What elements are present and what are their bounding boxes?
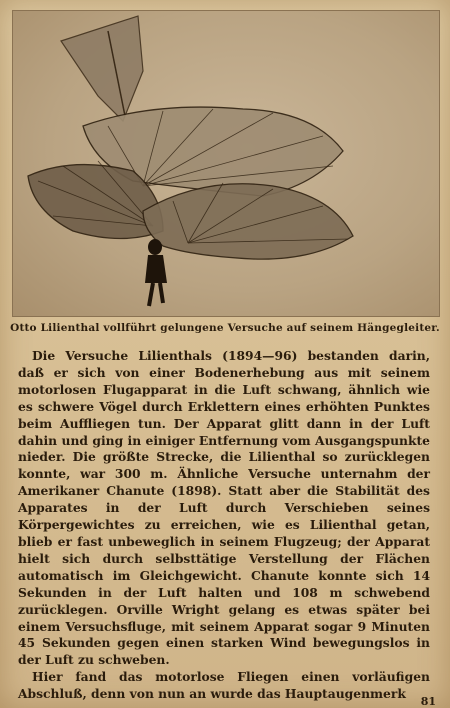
glider-photograph <box>12 10 440 317</box>
paragraph: Die Versuche Lilienthals (1894—96) bestanden darin, daß er sich von einer Bodenerhebung aus mit seinem motorlosen Flugapparat in die Luft schwang, ähnlich wie es schwere Vögel durch Erklettern eines erhöhten Punktes beim Auffliegen tun. Der Apparat glitt dann in der Luft dahin und ging in einiger Entfernung vom Ausgangspunkte nieder. Die größte Strecke, die Lilienthal so zurücklegen konnte, war 300 m. Ähnliche Versuche unternahm der Amerikaner Chanute (1898). Statt aber die Stabilität des Apparates in der Luft durch Verschieben seines Körpergewichtes zu erreichen, wie es Lilienthal getan, blieb er fast unbeweglich in seinem Flugzeug; der Apparat hielt sich durch selbsttätige Verstellung der Flächen automatisch im Gleichgewicht. Chanute konnte sich 14 Sekunden in der Luft halten und 108 m schwebend zurücklegen. Orville Wright gelang es etwas später bei einem Versuchsfluge, mit seinem Apparat sogar 9 Minuten 45 Sekunden gegen einen starken Wind bewegungslos in der Luft zu schweben. <box>18 348 430 668</box>
paragraph: Hier fand das motorlose Fliegen einen vorläufigen Abschluß, denn von nun an wurde das Hauptaugenmerk <box>18 669 430 702</box>
photo-caption: Otto Lilienthal vollführt gelungene Versuche auf seinem Hängegleiter. <box>10 322 440 334</box>
glider-illustration <box>13 11 439 316</box>
page-number: 81 <box>420 695 436 708</box>
article-body <box>18 348 430 703</box>
